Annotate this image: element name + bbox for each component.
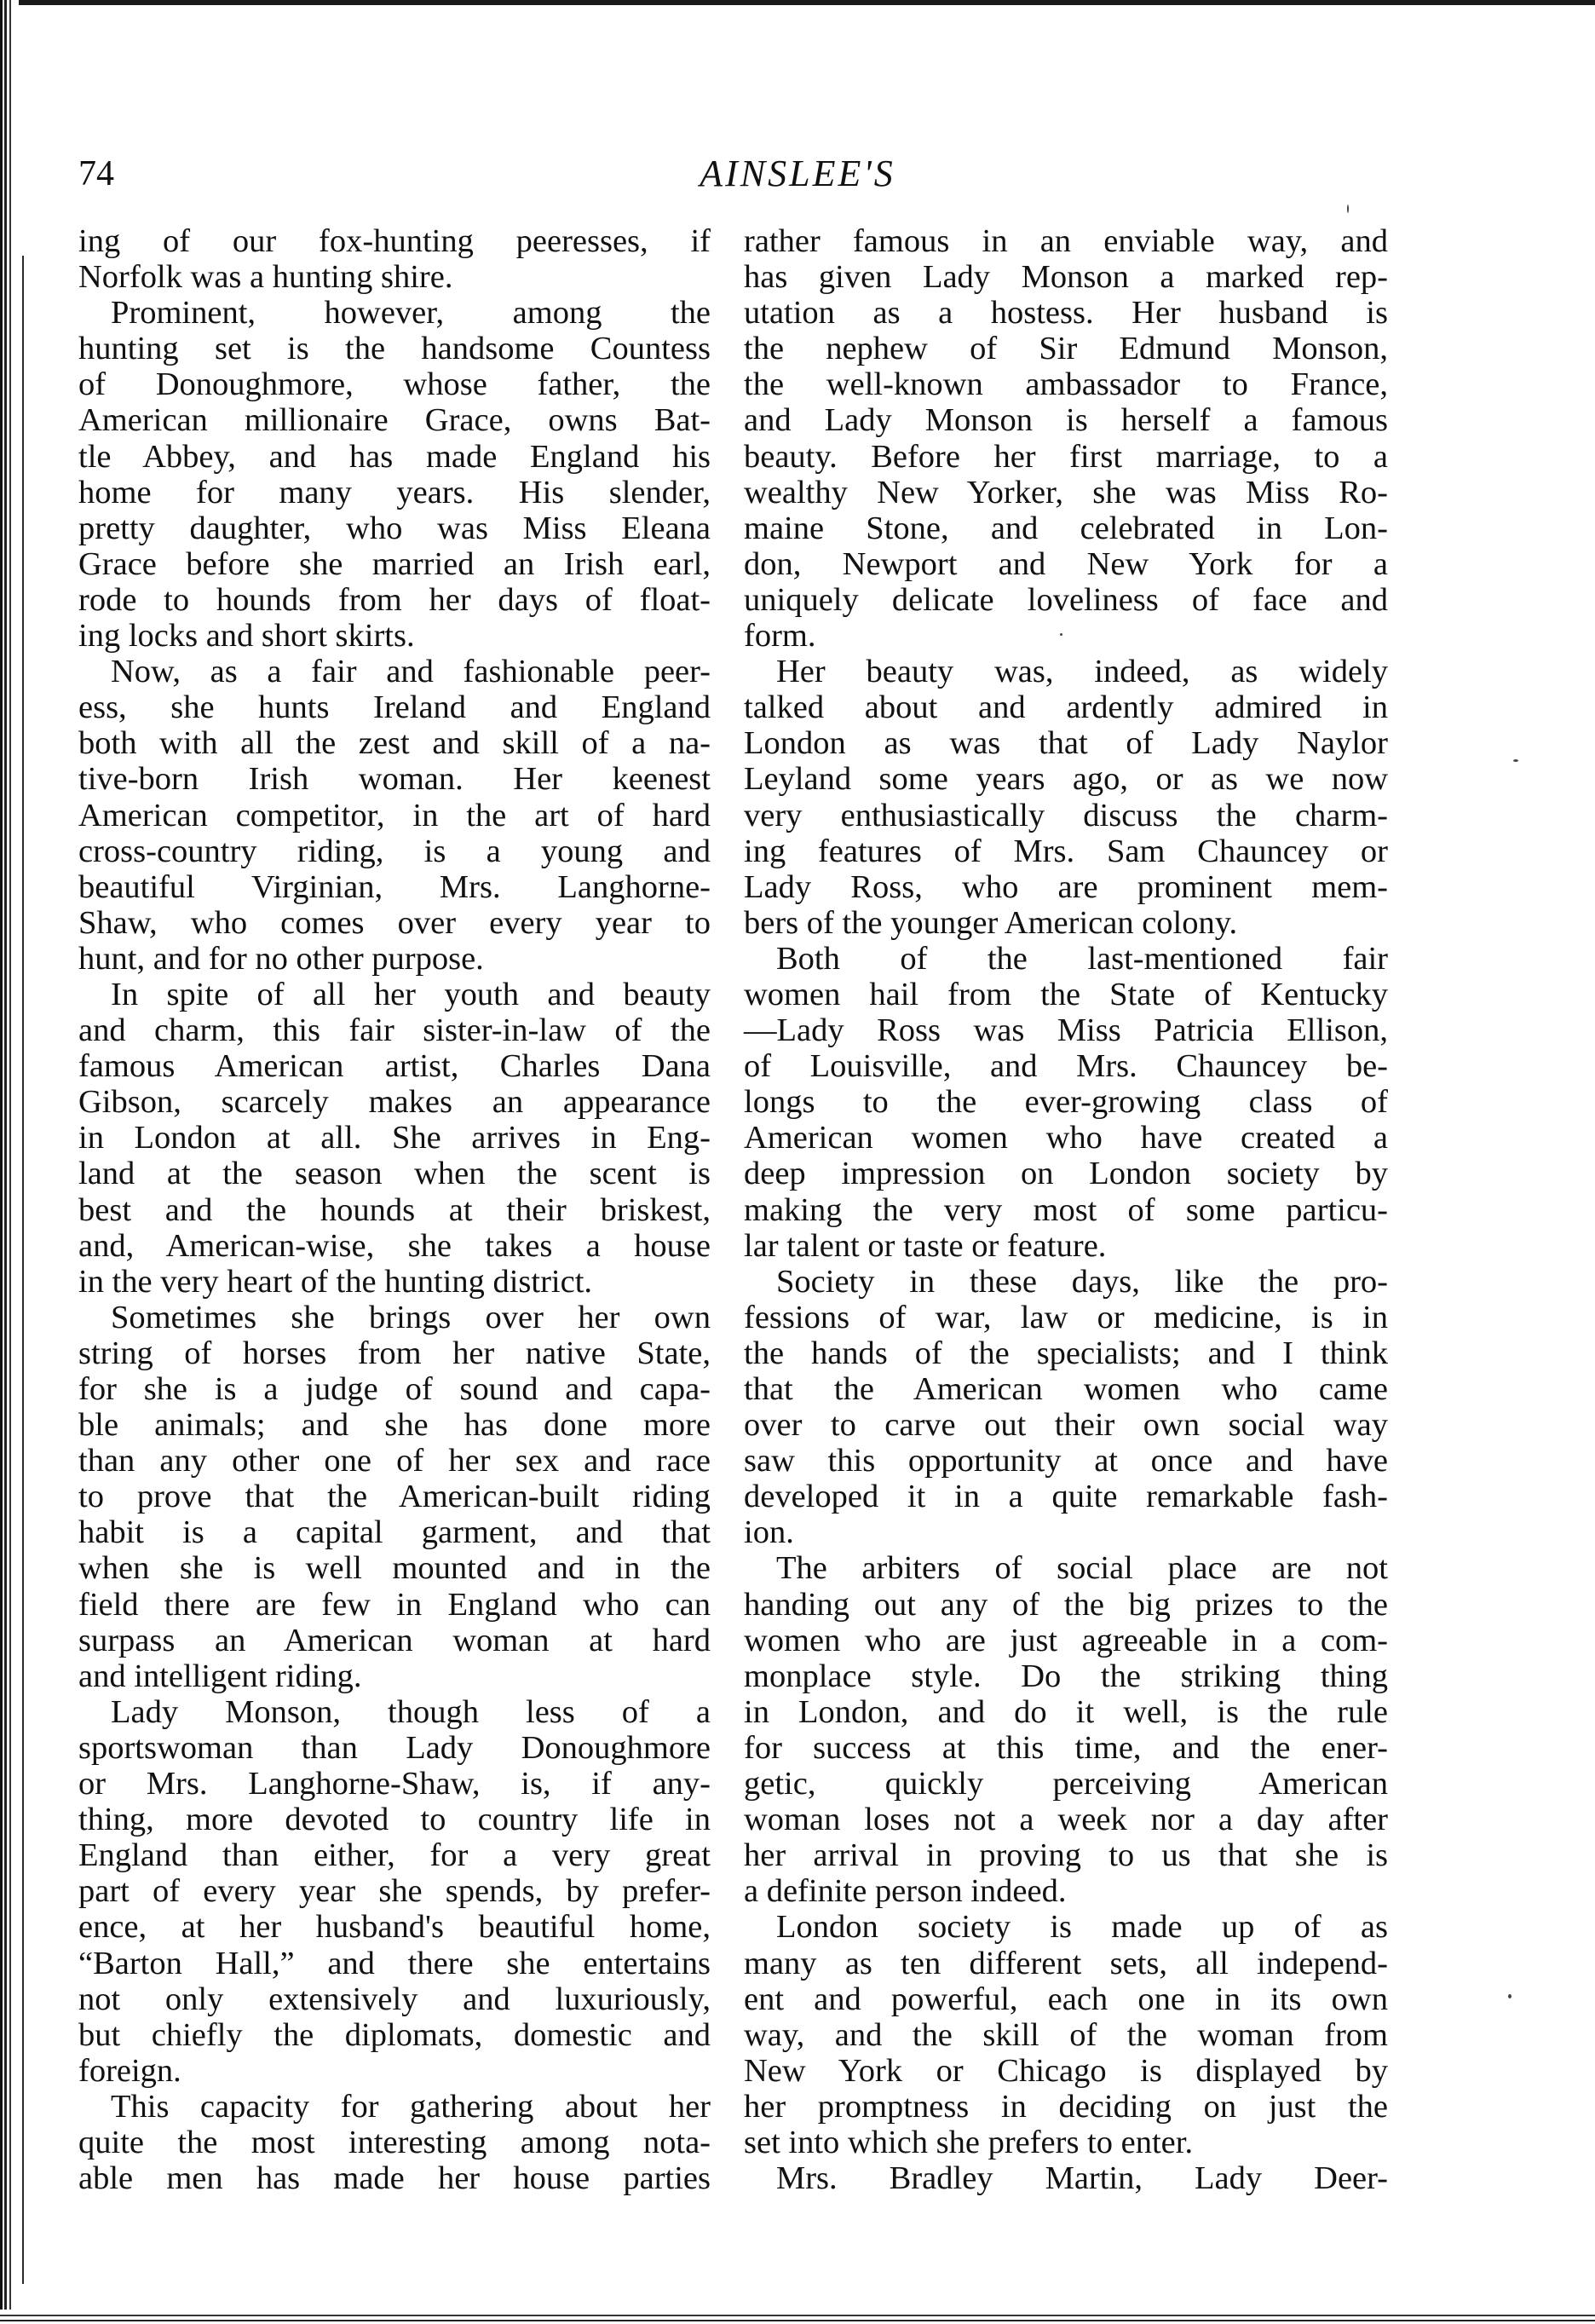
text-line: bers of the younger American colony. [744,904,1238,941]
text-line: her promptness in deciding on just the [744,2088,1388,2125]
text-line: home for many years. His slender, [78,474,711,510]
text-line: ing locks and short skirts. [78,618,415,655]
text-line: handing out any of the big prizes to the [744,1586,1388,1623]
text-line: but chiefly the diplomats, domestic and [78,2016,711,2053]
text-line: in the very heart of the hunting district. [78,1263,593,1300]
text-line: “Barton Hall,” and there she entertains [78,1945,711,1981]
text-line: hunt, and for no other purpose. [78,940,484,977]
text-line: ble animals; and she has done more [78,1407,711,1444]
text-line: women who are just agreeable in a com- [744,1622,1388,1658]
text-line: Lady Monson, though less of a [111,1693,711,1730]
text-line: Both of the last-mentioned fair [776,940,1388,977]
text-line: the hands of the specialists; and I think [744,1335,1388,1371]
text-line: sportswoman than Lady Donoughmore [78,1729,711,1766]
text-line: This capacity for gathering about her [111,2088,711,2125]
text-line: cross-country riding, is a young and [78,833,711,869]
text-line: Her beauty was, indeed, as widely [776,654,1388,690]
text-line: both with all the zest and skill of a na- [78,725,711,762]
text-line: in London, and do it well, is the rule [744,1693,1388,1730]
text-line: for success at this time, and the ener- [744,1729,1388,1766]
text-line: ence, at her husband's beautiful home, [78,1909,711,1946]
text-line: tive-born Irish woman. Her keenest [78,761,711,798]
text-line: making the very most of some particu- [744,1191,1388,1228]
text-line: very enthusiastically discuss the charm- [744,797,1388,833]
text-line: tle Abbey, and has made England his [78,438,711,475]
text-line: pretty daughter, who was Miss Eleana [78,510,711,546]
text-line: Lady Ross, who are prominent mem- [744,868,1388,905]
text-line: beauty. Before her first marriage, to a [744,438,1388,475]
text-line: for she is a judge of sound and capa- [78,1371,711,1407]
text-line: has given Lady Monson a marked rep- [744,259,1388,296]
text-line: women hail from the State of Kentucky [744,976,1388,1012]
text-line: uniquely delicate loveliness of face and [744,581,1388,618]
text-line: Gibson, scarcely makes an appearance [78,1084,711,1121]
text-line: utation as a hostess. Her husband is [744,295,1388,332]
text-line: rather famous in an enviable way, and [744,223,1388,259]
text-line: lar talent or taste or feature. [744,1227,1107,1264]
text-line: wealthy New Yorker, she was Miss Ro- [744,474,1388,510]
text-line: part of every year she spends, by prefer- [78,1873,711,1910]
text-line: beautiful Virginian, Mrs. Langhorne- [78,868,711,905]
text-line: ent and powerful, each one in its own [744,1981,1388,2017]
running-head: AINSLEE'S [700,153,895,194]
text-line: Sometimes she brings over her own [111,1299,711,1335]
text-line: famous American artist, Charles Dana [78,1048,711,1085]
text-line: and intelligent riding. [78,1658,362,1694]
text-line: Now, as a fair and fashionable peer- [111,654,711,690]
text-line: habit is a capital garment, and that [78,1514,711,1551]
right-column [744,223,1388,2196]
top-scan-edge [0,0,1595,5]
text-line: ing features of Mrs. Sam Chauncey or [744,833,1388,869]
page-number: 74 [78,154,114,193]
text-line: rode to hounds from her days of float- [78,581,711,618]
text-line: London as was that of Lady Naylor [744,725,1388,762]
text-line: of Donoughmore, whose father, the [78,366,711,403]
text-line: New York or Chicago is displayed by [744,2052,1388,2089]
text-line: when she is well mounted and in the [78,1550,711,1587]
text-line: ess, she hunts Ireland and England [78,689,711,726]
text-line: Norfolk was a hunting shire. [78,259,453,296]
text-line: American millionaire Grace, owns Bat- [78,402,711,439]
text-line: talked about and ardently admired in [744,689,1388,726]
gutter-line [22,256,24,2284]
text-line: American women who have created a [744,1120,1388,1156]
text-line: best and the hounds at their briskest, [78,1191,711,1228]
text-line: many as ten different sets, all independ- [744,1945,1388,1981]
text-line: not only extensively and luxuriously, [78,1981,711,2017]
text-line: and charm, this fair sister-in-law of the [78,1012,711,1049]
text-line: set into which she prefers to enter. [744,2124,1194,2160]
text-line: the nephew of Sir Edmund Monson, [744,331,1388,367]
text-line: England than either, for a very great [78,1837,711,1874]
text-line: and, American-wise, she takes a house [78,1227,711,1264]
text-line: London society is made up of as [776,1909,1388,1946]
text-line: In spite of all her youth and beauty [111,976,711,1012]
binding-edge [0,0,19,2324]
text-line: woman loses not a week nor a day after [744,1802,1388,1838]
text-line: of Louisville, and Mrs. Chauncey be- [744,1048,1388,1085]
text-line: Shaw, who comes over every year to [78,904,711,941]
text-line: a definite person indeed. [744,1873,1067,1910]
text-line: Grace before she married an Irish earl, [78,545,711,582]
text-line: in London at all. She arrives in Eng- [78,1120,711,1156]
text-line: Society in these days, like the pro- [776,1263,1388,1300]
text-line: developed it in a quite remarkable fash- [744,1479,1388,1515]
text-line: foreign. [78,2052,181,2089]
text-line: land at the season when the scent is [78,1156,711,1192]
text-line: the well-known ambassador to France, [744,366,1388,403]
text-line: that the American women who came [744,1371,1388,1407]
text-line: The arbiters of social place are not [776,1550,1388,1587]
text-line: longs to the ever-growing class of [744,1084,1388,1121]
scan-speck [1060,633,1062,636]
text-line: able men has made her house parties [78,2160,711,2197]
text-line: way, and the skill of the woman from [744,2016,1388,2053]
text-line: ion. [744,1514,794,1551]
text-line: quite the most interesting among nota- [78,2124,711,2160]
text-line: than any other one of her sex and race [78,1443,711,1479]
text-line: deep impression on London society by [744,1156,1388,1192]
text-line: monplace style. Do the striking thing [744,1658,1388,1694]
text-line: Prominent, however, among the [111,295,711,332]
text-line: ing of our fox-hunting peeresses, if [78,223,711,259]
text-line: —Lady Ross was Miss Patricia Ellison, [744,1012,1388,1049]
text-line: surpass an American woman at hard [78,1622,711,1658]
text-line: string of horses from her native State, [78,1335,711,1371]
text-line: don, Newport and New York for a [744,545,1388,582]
text-line: maine Stone, and celebrated in Lon- [744,510,1388,546]
scan-speck [1347,205,1349,213]
scan-speck [1508,1994,1512,1998]
text-line: her arrival in proving to us that she is [744,1837,1388,1874]
text-line: form. [744,618,816,655]
text-line: or Mrs. Langhorne-Shaw, is, if any- [78,1766,711,1802]
text-line: thing, more devoted to country life in [78,1802,711,1838]
text-line: saw this opportunity at once and have [744,1443,1388,1479]
text-line: getic, quickly perceiving American [744,1766,1388,1802]
text-line: over to carve out their own social way [744,1407,1388,1444]
text-line: field there are few in England who can [78,1586,711,1623]
text-line: and Lady Monson is herself a famous [744,402,1388,439]
text-line: hunting set is the handsome Countess [78,331,711,367]
text-line: to prove that the American-built riding [78,1479,711,1515]
left-column [78,223,711,2196]
text-line: fessions of war, law or medicine, is in [744,1299,1388,1335]
text-line: Leyland some years ago, or as we now [744,761,1388,798]
scan-speck [1513,759,1518,762]
text-line: American competitor, in the art of hard [78,797,711,833]
text-line: Mrs. Bradley Martin, Lady Deer- [776,2160,1388,2197]
bottom-scan-edge [0,2310,1595,2324]
